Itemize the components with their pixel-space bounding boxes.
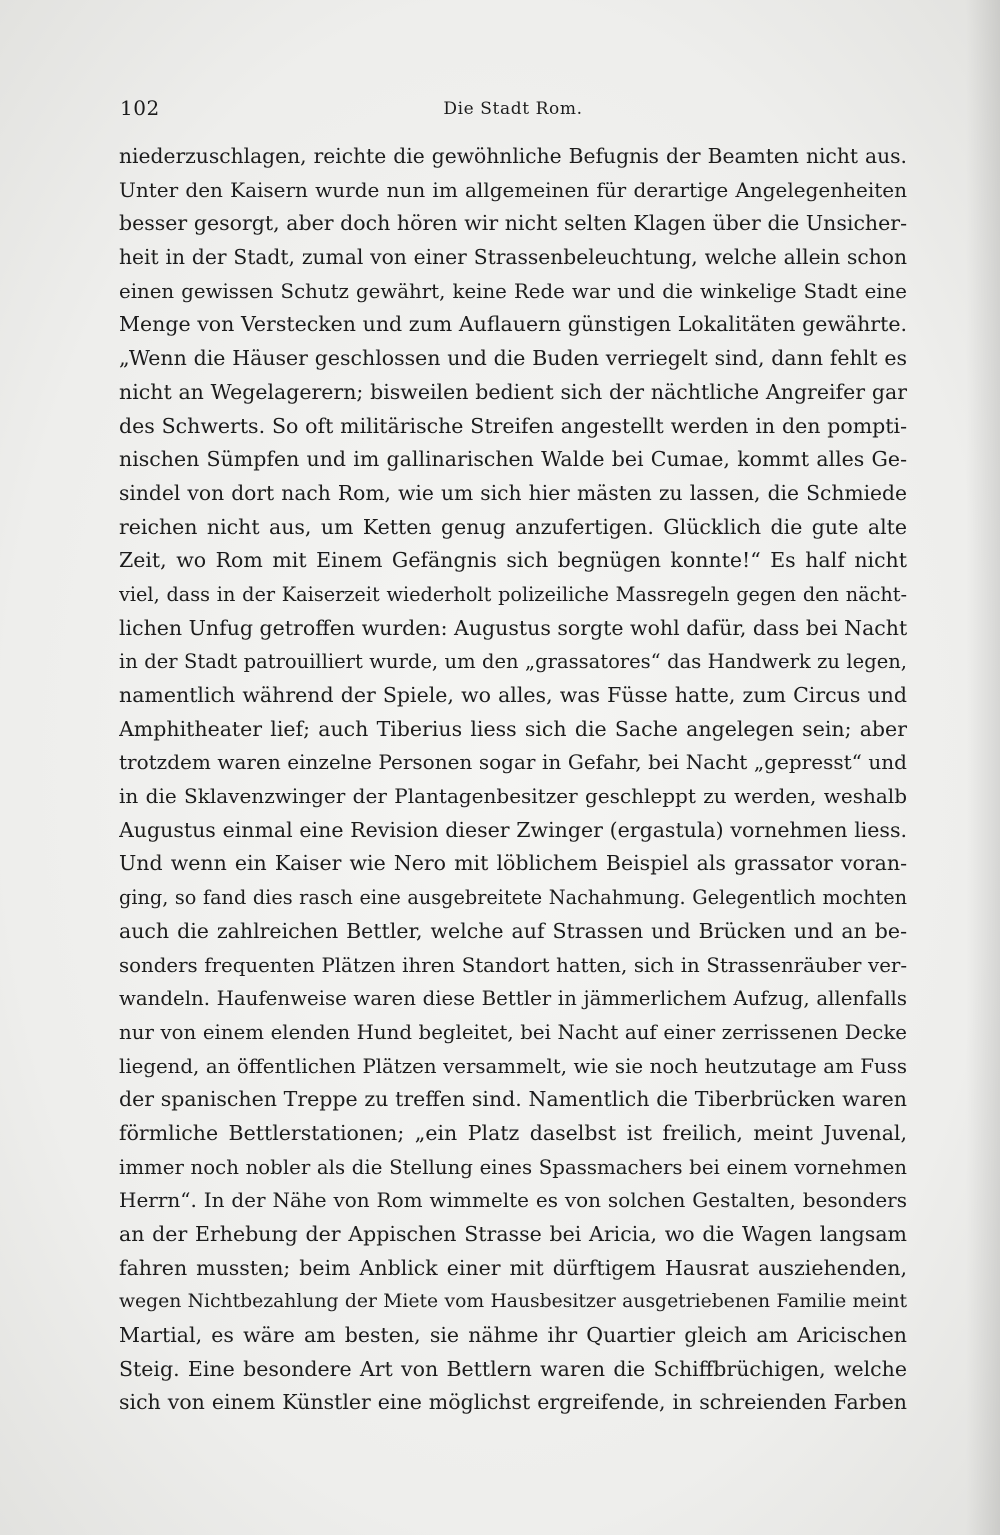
text-line: Menge von Verstecken und zum Auflauern günstigen Lokalitäten gewährte. bbox=[119, 312, 907, 337]
text-line: trotzdem waren einzelne Personen sogar in Gefahr, bei Nacht „gepresst“ und bbox=[119, 750, 907, 775]
text-line: fahren mussten; beim Anblick einer mit dürftigem Hausrat ausziehenden, bbox=[119, 1255, 907, 1280]
text-line: ging, so fand dies rasch eine ausgebreitete Nachahmung. Gelegentlich mochten bbox=[119, 886, 907, 910]
text-line: namentlich während der Spiele, wo alles, was Füsse hatte, zum Circus und bbox=[119, 683, 907, 707]
text-line: liegend, an öffentlichen Plätzen versammelt, wie sie noch heutzutage am Fuss bbox=[119, 1054, 907, 1078]
text-line: lichen Unfug getroffen wurden: Augustus sorgte wohl dafür, dass bei Nacht bbox=[119, 615, 907, 640]
text-line: in der Stadt patrouilliert wurde, um den „grassatores“ das Handwerk zu legen, bbox=[119, 650, 907, 674]
text-line: nicht an Wegelagerern; bisweilen bedient sich der nächtliche Angreifer gar bbox=[119, 379, 907, 404]
text-line: sonders frequenten Plätzen ihren Standort hatten, sich in Strassenräuber ver- bbox=[119, 953, 907, 977]
text-line: besser gesorgt, aber doch hören wir nicht selten Klagen über die Unsicher- bbox=[119, 211, 907, 236]
text-line: Martial, es wäre am besten, sie nähme ihr Quartier gleich am Aricischen bbox=[119, 1323, 907, 1348]
page-number: 102 bbox=[120, 96, 160, 120]
text-line: „Wenn die Häuser geschlossen und die Buden verriegelt sind, dann fehlt es bbox=[119, 346, 907, 371]
running-title: Die Stadt Rom. bbox=[443, 99, 583, 119]
text-line: Unter den Kaisern wurde nun im allgemeinen für derartige Angelegenheiten bbox=[119, 177, 907, 202]
text-line: einen gewissen Schutz gewährt, keine Rede war und die winkelige Stadt eine bbox=[119, 279, 907, 303]
text-line: reichen nicht aus, um Ketten genug anzufertigen. Glücklich die gute alte bbox=[119, 514, 907, 539]
text-line: Zeit, wo Rom mit Einem Gefängnis sich begnügen konnte!“ Es half nicht bbox=[119, 548, 907, 573]
text-line: nischen Sümpfen und im gallinarischen Walde bei Cumae, kommt alles Ge- bbox=[119, 447, 907, 472]
text-line: wegen Nichtbezahlung der Miete vom Hausbesitzer ausgetriebenen Familie meint bbox=[119, 1291, 907, 1313]
text-line: Steig. Eine besondere Art von Bettlern waren die Schiffbrüchigen, welche bbox=[119, 1356, 907, 1381]
text-line: nur von einem elenden Hund begleitet, bei Nacht auf einer zerrissenen Decke bbox=[119, 1020, 907, 1044]
text-line: Und wenn ein Kaiser wie Nero mit löblichem Beispiel als grassator voran- bbox=[119, 851, 907, 876]
text-line: Herrn“. In der Nähe von Rom wimmelte es von solchen Gestalten, besonders bbox=[119, 1188, 907, 1213]
body-text bbox=[119, 140, 907, 1420]
text-line: niederzuschlagen, reichte die gewöhnliche Befugnis der Beamten nicht aus. bbox=[119, 144, 907, 168]
text-line: der spanischen Treppe zu treffen sind. Namentlich die Tiberbrücken waren bbox=[119, 1087, 907, 1112]
text-line: in die Sklavenzwinger der Plantagenbesitzer geschleppt zu werden, weshalb bbox=[119, 784, 907, 809]
text-line: viel, dass in der Kaiserzeit wiederholt polizeiliche Massregeln gegen den nächt- bbox=[119, 582, 907, 606]
text-line: Amphitheater lief; auch Tiberius liess sich die Sache angelegen sein; aber bbox=[119, 716, 907, 741]
text-line: auch die zahlreichen Bettler, welche auf Strassen und Brücken und an be- bbox=[119, 918, 907, 943]
text-line: sich von einem Künstler eine möglichst ergreifende, in schreienden Farben bbox=[119, 1390, 907, 1415]
text-line: heit in der Stadt, zumal von einer Strassenbeleuchtung, welche allein schon bbox=[119, 245, 907, 270]
page-edge-shadow bbox=[966, 0, 1000, 1535]
text-line: Augustus einmal eine Revision dieser Zwinger (ergastula) vornehmen liess. bbox=[119, 817, 907, 842]
text-line: des Schwerts. So oft militärische Streifen angestellt werden in den pompti- bbox=[119, 413, 907, 438]
page-header bbox=[120, 96, 906, 124]
text-line: an der Erhebung der Appischen Strasse bei Aricia, wo die Wagen langsam bbox=[119, 1222, 907, 1246]
text-line: immer noch nobler als die Stellung eines Spassmachers bei einem vornehmen bbox=[119, 1155, 907, 1179]
text-line: sindel von dort nach Rom, wie um sich hier mästen zu lassen, die Schmiede bbox=[119, 480, 907, 505]
text-line: förmliche Bettlerstationen; „ein Platz daselbst ist freilich, meint Juvenal, bbox=[119, 1120, 907, 1145]
text-line: wandeln. Haufenweise waren diese Bettler in jämmerlichem Aufzug, allenfalls bbox=[119, 987, 907, 1011]
